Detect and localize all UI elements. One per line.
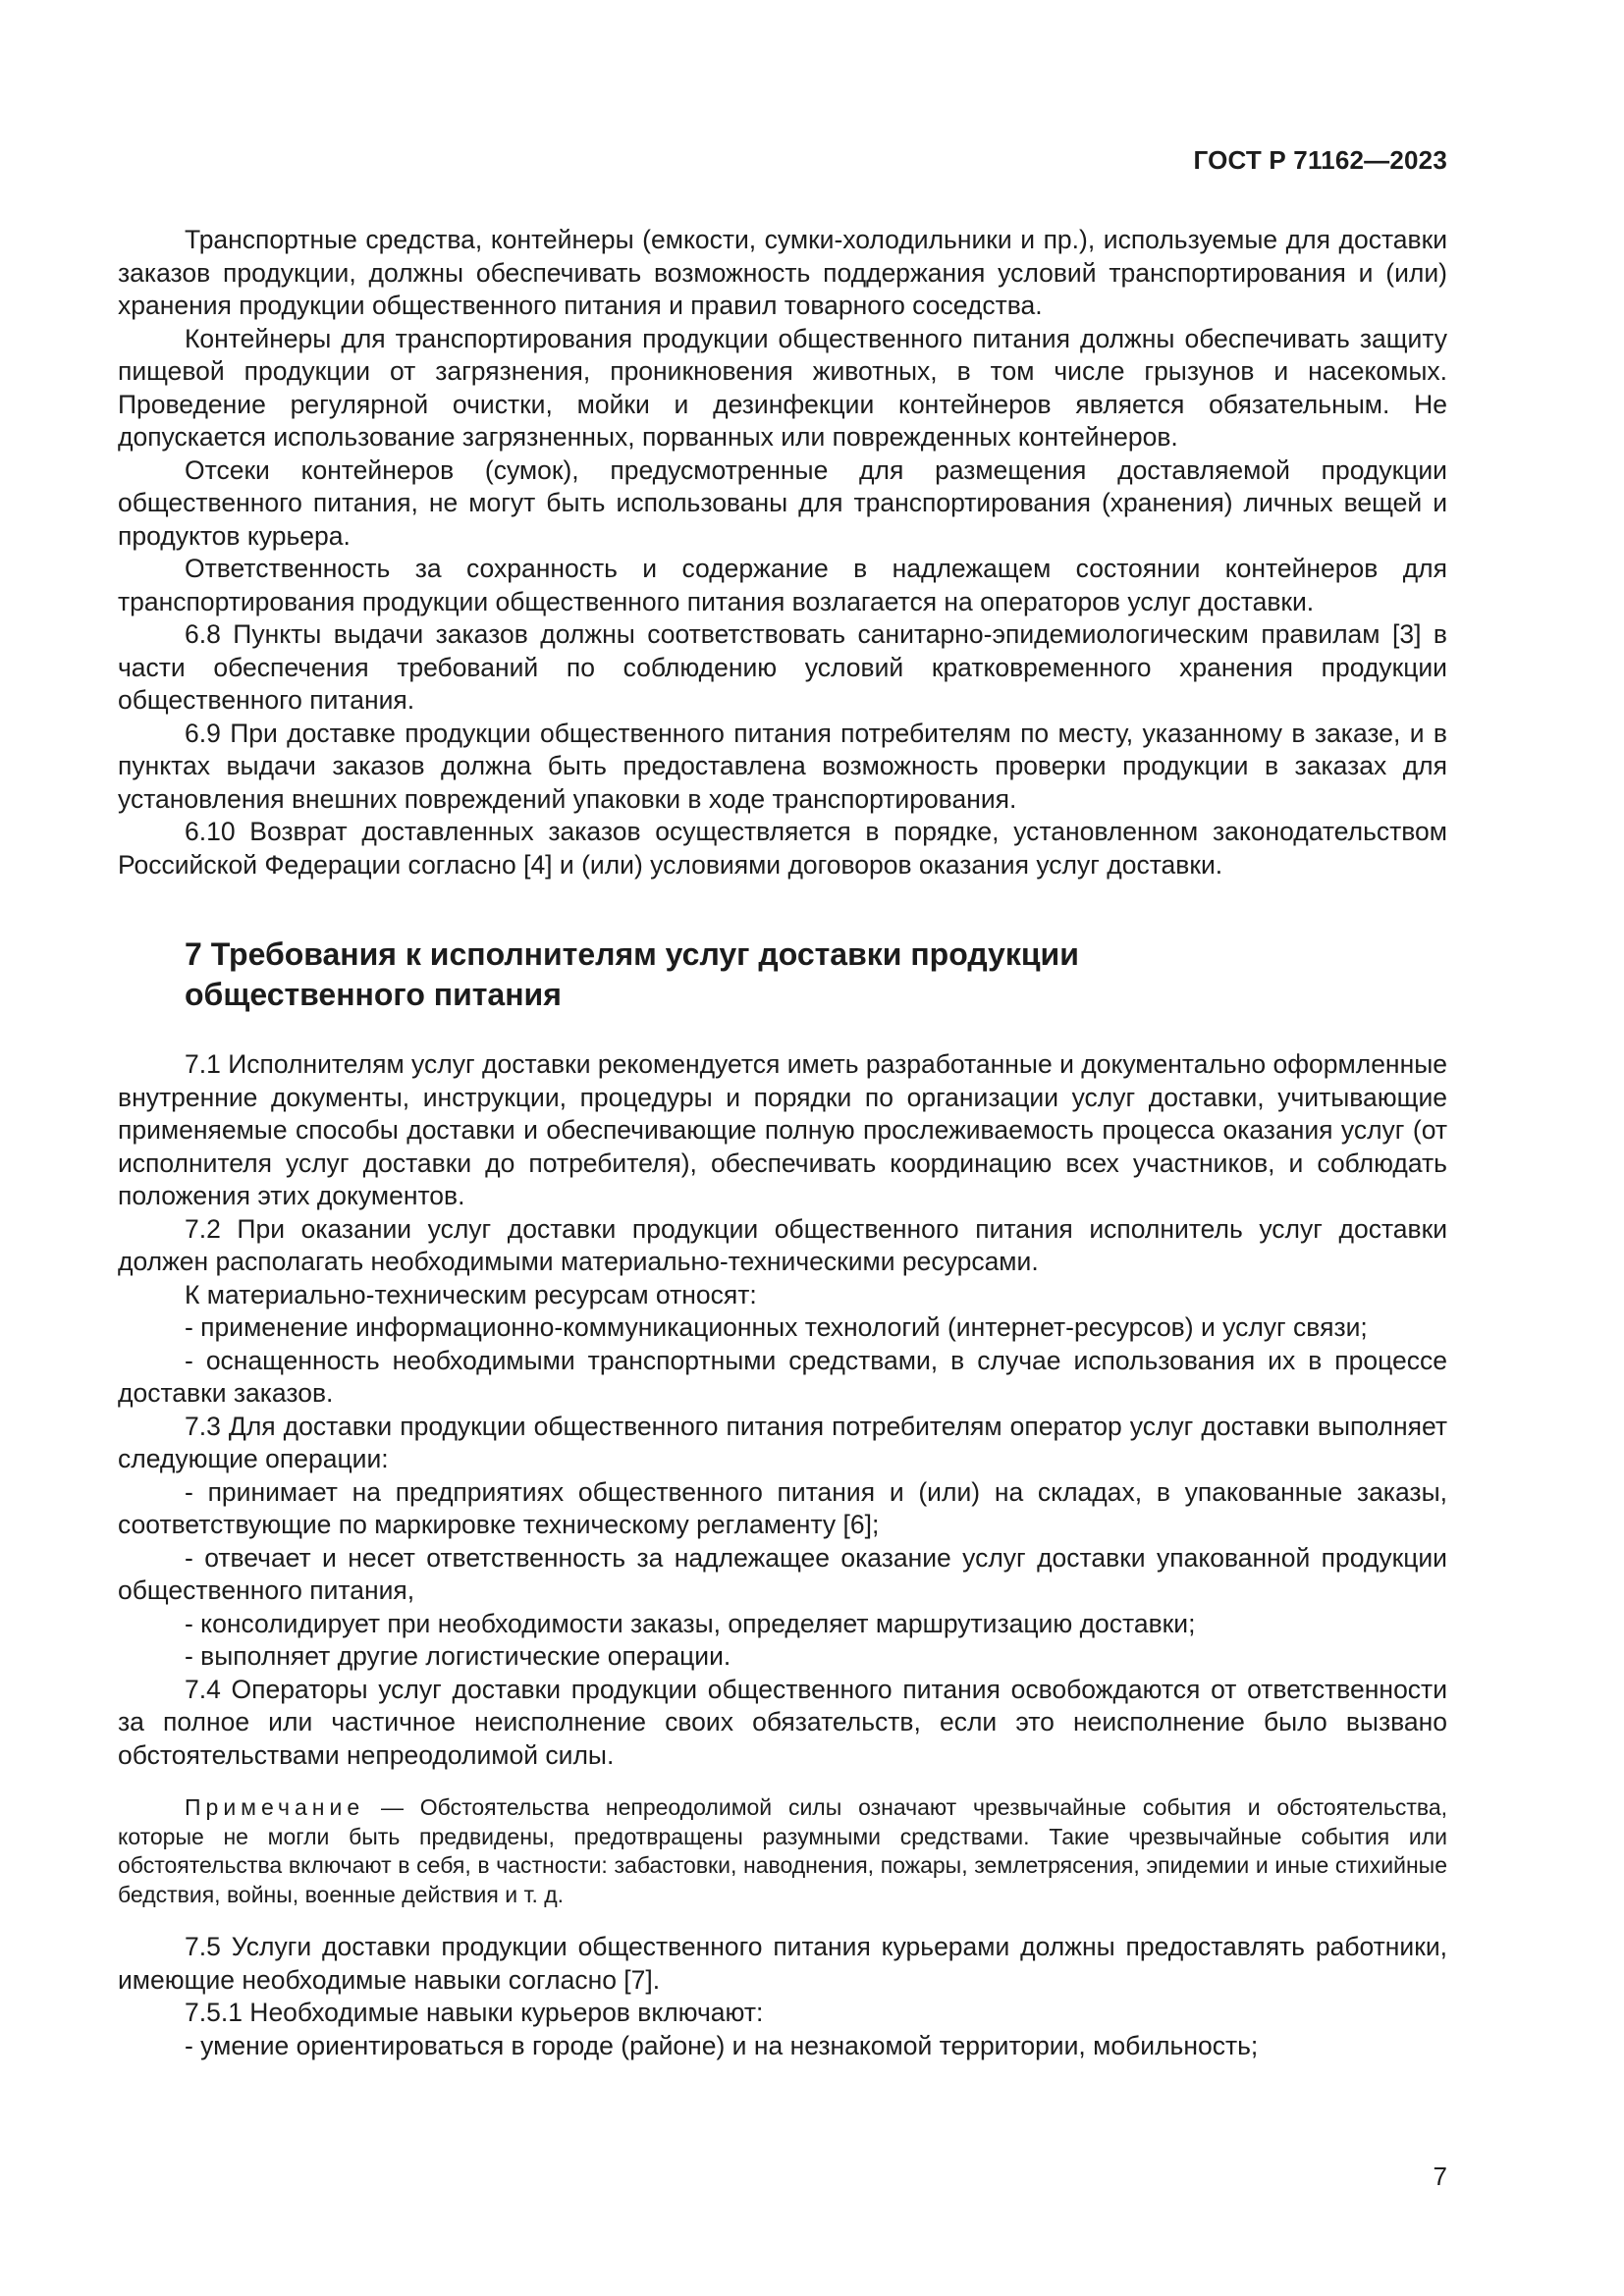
page-number: 7: [1433, 2162, 1447, 2191]
list-item: - отвечает и несет ответственность за надлежащее оказание услуг доставки упакованной продукции общественного питания,: [118, 1542, 1447, 1605]
list-item: - принимает на предприятиях общественного питания и (или) на складах, в упакованные заказы, соответствующие по маркировке техническому регламенту [6];: [118, 1476, 1447, 1539]
paragraph: Ответственность за сохранность и содержание в надлежащем состоянии контейнеров для транспортирования продукции общественного питания возлагается на операторов услуг доставки.: [118, 554, 1447, 616]
list-item: - выполняет другие логистические операции.: [185, 1641, 731, 1671]
paragraph: Отсеки контейнеров (сумок), предусмотренные для размещения доставляемой продукции общественного питания, не могут быть использованы для транспортирования (хранения) личных вещей и продуктов курьера.: [118, 454, 1447, 551]
note-text: — Обстоятельства непреодолимой силы означают чрезвычайные события и обстоятельства, которые не могли быть предвидены, предотвращены разумными средствами. Такие чрезвычайные события или обстоятельства включают в себя, в частности: забастовки, наводнения, пожары, землетрясения, эпидемии и иные стихийные бедствия, войны, военные действия и т. д.: [118, 1794, 1447, 1907]
clause-7-3: 7.3 Для доставки продукции общественного питания потребителям оператор услуг доставки выполняет следующие операции:: [118, 1411, 1447, 1473]
clause-7-2: 7.2 При оказании услуг доставки продукции общественного питания исполнитель услуг доставки должен располагать необходимыми материально-техническими ресурсами.: [118, 1213, 1447, 1276]
clause-6-8: 6.8 Пункты выдачи заказов должны соответствовать санитарно-эпидемиологическим правилам [3] в части обеспечения требований по соблюдению условий кратковременного хранения продукции общественного питания.: [118, 619, 1447, 715]
section-7-heading: [118, 934, 1447, 1015]
section-7-title-line-2: общественного питания: [185, 977, 562, 1012]
note-label: Примечание: [185, 1794, 365, 1820]
list-item: - применение информационно-коммуникационных технологий (интернет-ресурсов) и услуг связи;: [185, 1312, 1368, 1342]
list-item: - оснащенность необходимыми транспортными средствами, в случае использования их в процессе доставки заказов.: [118, 1345, 1447, 1408]
note: [118, 1793, 1447, 1909]
list-item: - умение ориентироваться в городе (районе) и на незнакомой территории, мобильность;: [185, 2030, 1259, 2060]
paragraph: Транспортные средства, контейнеры (емкости, сумки-холодильники и пр.), используемые для доставки заказов продукции, должны обеспечивать возможность поддержания условий транспортирования и (или) хранения продукции общественного питания и правил товарного соседства.: [118, 225, 1447, 320]
clause-7-1: 7.1 Исполнителям услуг доставки рекомендуется иметь разработанные и документально оформленные внутренние документы, инструкции, процедуры и порядки по организации услуг доставки, учитывающие применяемые способы доставки и обеспечивающие полную прослеживаемость процесса оказания услуг (от исполнителя услуг доставки до потребителя), обеспечивать координацию всех участников, и соблюдать положения этих документов.: [118, 1049, 1447, 1210]
clause-6-9: 6.9 При доставке продукции общественного питания потребителям по месту, указанному в заказе, и в пунктах выдачи заказов должна быть предоставлена возможность проверки продукции в заказах для установления внешних повреждений упаковки в ходе транспортирования.: [118, 718, 1447, 814]
clause-6-10: 6.10 Возврат доставленных заказов осуществляется в порядке, установленном законодательством Российской Федерации согласно [4] и (или) условиями договоров оказания услуг доставки.: [118, 817, 1447, 880]
clause-7-4: 7.4 Операторы услуг доставки продукции общественного питания освобождаются от ответственности за полное или частичное неисполнение своих обязательств, если это неисполнение было вызвано обстоятельствами непреодолимой силы.: [118, 1674, 1447, 1770]
section-7-title-line-1: 7 Требования к исполнителям услуг доставки продукции: [185, 936, 1079, 972]
paragraph: Контейнеры для транспортирования продукции общественного питания должны обеспечивать защиту пищевой продукции от загрязнения, проникновения животных, в том числе грызунов и насекомых. Проведение регулярной очистки, мойки и дезинфекции контейнеров является обязательным. Не допускается использование загрязненных, порванных или поврежденных контейнеров.: [118, 323, 1447, 452]
standard-code-header: ГОСТ Р 71162—2023: [1193, 145, 1447, 175]
paragraph: К материально-техническим ресурсам относят:: [185, 1279, 757, 1309]
clause-7-5: 7.5 Услуги доставки продукции общественного питания курьерами должны предоставлять работники, имеющие необходимые навыки согласно [7].: [118, 1932, 1447, 1995]
document-body: [118, 224, 1447, 2062]
list-item: - консолидирует при необходимости заказы, определяет маршрутизацию доставки;: [185, 1608, 1196, 1638]
clause-7-5-1: 7.5.1 Необходимые навыки курьеров включают:: [185, 1998, 764, 2027]
